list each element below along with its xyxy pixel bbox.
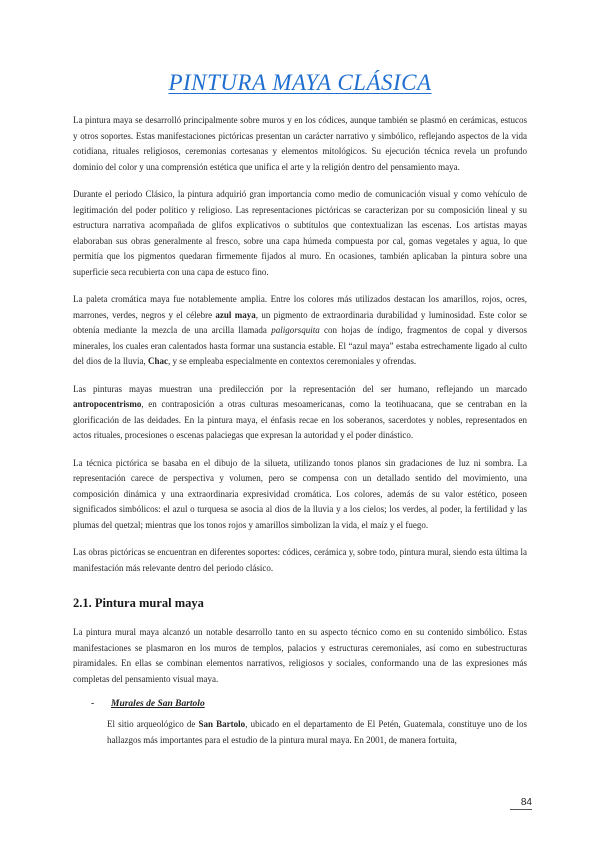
paragraph [73,187,527,280]
paragraph-text: El sitio arqueológico de [107,719,199,729]
paragraph [73,382,527,444]
paragraph [73,456,527,534]
bold-term: San Bartolo [198,719,246,729]
italic-term: paligorsquita [271,325,320,335]
paragraph-text: Durante el periodo Clásico, la pintura adquirió gran importancia como medio de comunicación visual y como vehículo de legitimación del poder político y religioso. Las representaciones pictóricas se caracterizan por su composición lineal y su estructura narrativa acompañada de glifos explicativos o subtítulos que contextualizan las escenas. Los artistas mayas elaboraban sus obras generalmente al fresco, sobre una capa húmeda compuesta por cal, gomas vegetales y agua, lo que permitía que los pigmentos quedaran firmemente fijados al muro. En ocasiones, también aplicaban la pintura sobre una superficie seca recubierta con una capa de estuco fino. [73,189,527,277]
subsection-title: Murales de San Bartolo [111,699,205,709]
subsection-heading [73,699,527,709]
paragraph [107,717,527,748]
paragraph [73,292,527,370]
paragraph [73,113,527,175]
paragraph-text: Las obras pictóricas se encuentran en diferentes soportes: códices, cerámica y, sobre todo, pintura mural, siendo esta última la manifestación más relevante dentro del periodo clásico. [73,547,527,573]
paragraph-text: , en contraposición a otras culturas mesoamericanas, como la teotihuacana, que se centraban en la glorificación de las deidades. En la pintura maya, el énfasis recae en los soberanos, sacerdotes y nobles, representados en actos rituales, procesiones o escenas palaciegas que expresan la autoridad y el poder dinástico. [73,399,527,440]
paragraph-text: , ubicado en el departamento de El Petén, Guatemala, constituye uno de los hallazgos más importantes para el estudio de la pintura mural maya. En 2001, de manera fortuita, [107,719,527,745]
bullet-marker: - [91,699,95,709]
paragraph-text: La pintura maya se desarrolló principalmente sobre muros y en los códices, aunque también se plasmó en cerámicas, estucos y otros soportes. Estas manifestaciones pictóricas presentan un carácter narrativo y simbólico, reflejando aspectos de la vida cotidiana, rituales religiosos, ceremonias cortesanas y elementos mitológicos. Su ejecución técnica revela un profundo dominio del color y una comprensión estética que unifica el arte y la religión dentro del pensamiento maya. [73,115,527,172]
paragraph [73,545,527,576]
paragraph-text: , y se empleaba especialmente en contextos ceremoniales y ofrendas. [167,356,417,366]
bold-term: antropocentrismo [73,399,142,409]
page-number: 84 [510,797,532,810]
section-heading: 2.1. Pintura mural maya [73,596,204,610]
paragraph-text: La paleta cromática maya fue notablemente amplia. Entre los colores más utilizados destacan los amarillos, rojos, ocres, marrones, verdes, negros y el célebre [73,294,527,320]
paragraph-text: La técnica pictórica se basaba en el dibujo de la silueta, utilizando tonos planos sin gradaciones de luz ni sombra. La representación carece de perspectiva y volumen, pero se compensa con un detallado sentido del movimiento, una composición dinámica y una extraordinaria expresividad cromática. Los colores, además de su valor estético, poseen significados simbólicos: el azul o turquesa se asocia al dios de la lluvia y a los cielos; los verdes, al poder, la fertilidad y las plumas del quetzal; mientras que los tonos rojos y amarillos simbolizan la vida, el maíz y el fuego. [73,457,527,530]
paragraph-text: , un pigmento de extraordinaria durabilidad y luminosidad. Este color se obtenía mediante la mezcla de una arcilla llamada [73,309,527,335]
paragraph [73,625,527,687]
document-body [73,113,527,760]
bold-term: azul maya [215,309,256,320]
paragraph-text: La pintura mural maya alcanzó un notable desarrollo tanto en su aspecto técnico como en su contenido simbólico. Estas manifestaciones se plasmaron en los muros de templos, palacios y estructuras ceremoniales, así como en subestructuras piramidales. En ellas se combinan elementos narrativos, religiosos y sociales, conformando una de las expresiones más completas del pensamiento visual maya. [73,627,527,684]
paragraph-text: Las pinturas mayas muestran una predilección por la representación del ser humano, reflejando un marcado [73,383,527,394]
page-title: PINTURA MAYA CLÁSICA [168,70,432,95]
bold-term: Chac [147,356,168,366]
paragraph-text: con hojas de índigo, fragmentos de copal y diversos minerales, los cuales eran calentados hasta formar una sustancia estable. El “azul maya” estaba estrechamente ligado al culto del dios de la lluvia, [73,325,527,366]
